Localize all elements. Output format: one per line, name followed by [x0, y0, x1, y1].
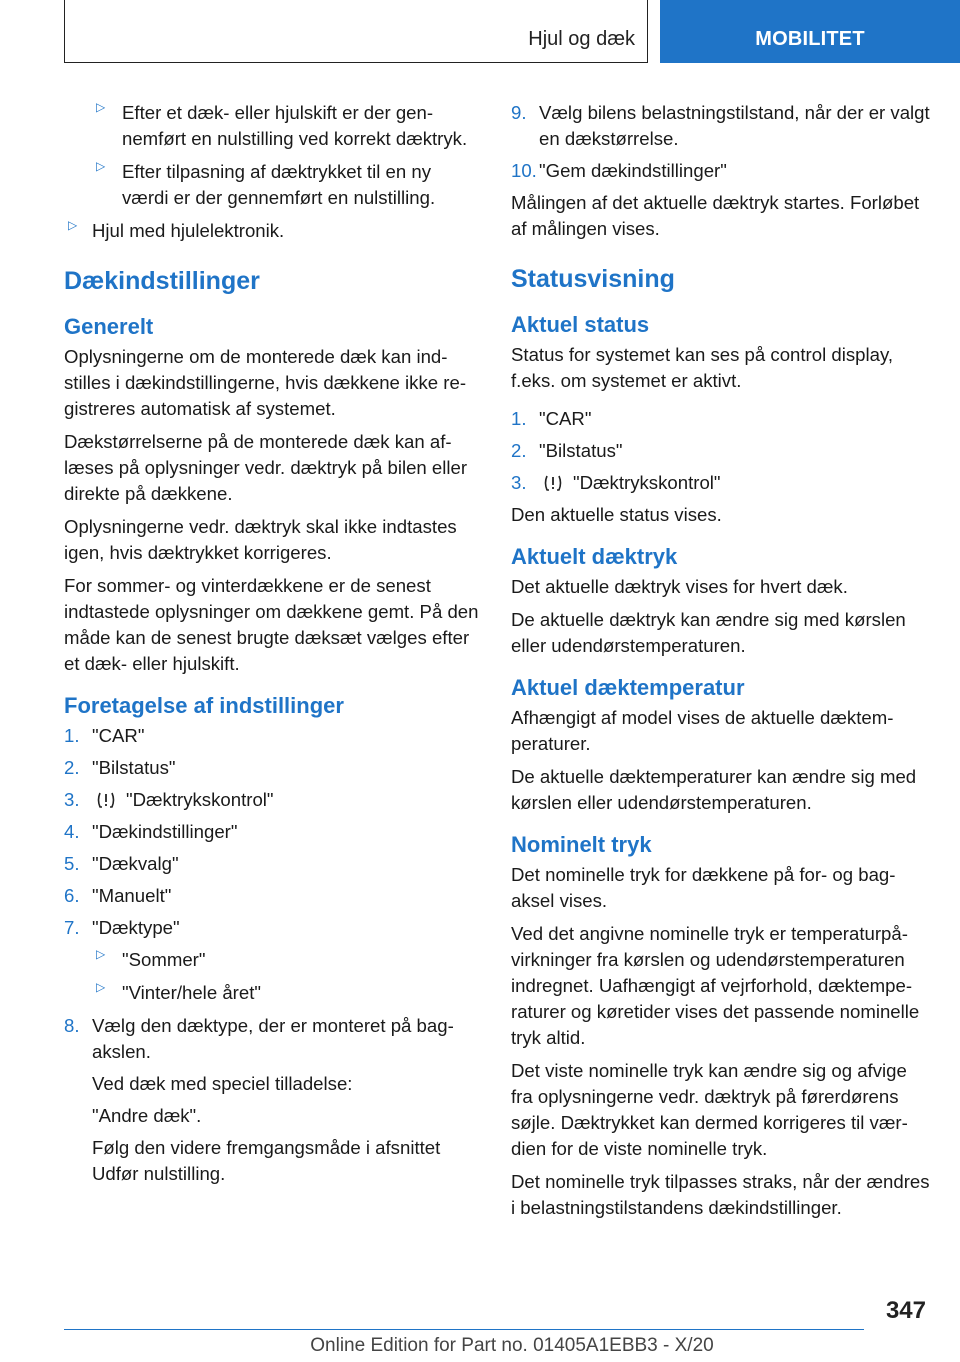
paragraph: Afhængigt af model vises de aktuelle dæktemperaturer.: [511, 707, 894, 754]
step-item: 1. "CAR": [64, 725, 145, 746]
step-item: 6. "Manuelt": [64, 885, 172, 906]
list-item: ▷ "Vinter/hele året": [96, 980, 261, 1003]
heading-aktuel-daektemperatur: Aktuel dæktemperatur: [511, 675, 745, 700]
paragraph: Oplysningerne om de monterede dæk kan indstilles i dækindstillingerne, hvis dækkene ikke registreres automatisk af systemet.: [64, 346, 467, 419]
paragraph: Dækstørrelserne på de monterede dæk kan aflæses på oplysninger vedr. dæktryk på bilen eller direkte på dækkene.: [64, 431, 468, 504]
tire-pressure-warning-icon: [96, 790, 116, 810]
paragraph: For sommer- og vinterdækkene er de senest indtastede oplysninger om dækkene gemt. På den måde kan de senest brugte dæksæt vælges efter et dæk- eller hjulskift.: [64, 575, 479, 674]
triangle-bullet-icon: ▷: [96, 159, 106, 173]
paragraph: De aktuelle dæktemperaturer kan ændre sig med kørslen eller udendørstemperaturen.: [511, 766, 917, 813]
tire-pressure-warning-icon: [543, 473, 563, 493]
heading-statusvisning: Statusvisning: [511, 265, 675, 293]
step-item: 5. "Dækvalg": [64, 853, 179, 874]
paragraph: Den aktuelle status vises.: [511, 504, 722, 525]
heading-daekindstillinger: Dækindstillinger: [64, 267, 260, 295]
paragraph: Status for systemet kan ses på control display, f.eks. om systemet er aktivt.: [511, 344, 894, 391]
heading-nominelt-tryk: Nominelt tryk: [511, 832, 652, 857]
paragraph: Det nominelle tryk tilpasses straks, når der ændres i belastningstilstandens dækindstillinger.: [511, 1171, 930, 1218]
step-item: 3. "Dæktrykskontrol": [64, 789, 274, 810]
paragraph: Det viste nominelle tryk kan ændre sig og afvige fra oplysningerne vedr. dæktryk på førerdørens søjle. Dæktrykket kan dermed korrigeres til værdien for de viste nominelle tryk.: [511, 1060, 908, 1159]
step-item: 10. "Gem dækindstillinger": [511, 160, 727, 181]
paragraph: Det aktuelle dæktryk vises for hvert dæk.: [511, 576, 848, 597]
paragraph: De aktuelle dæktryk kan ændre sig med kørslen eller udendørstemperaturen.: [511, 609, 906, 656]
paragraph: Det nominelle tryk for dækkene på for- og bagaksel vises.: [511, 864, 896, 911]
heading-aktuel-status: Aktuel status: [511, 312, 650, 337]
section-title: Hjul og dæk: [528, 28, 635, 50]
paragraph: Oplysningerne vedr. dæktryk skal ikke indtastes igen, hvis dæktrykket korrigeres.: [64, 516, 457, 563]
list-item: ▷ "Sommer": [96, 947, 206, 970]
heading-generelt: Generelt: [64, 314, 154, 339]
chapter-title: MOBILITET: [755, 28, 865, 50]
step-item: 2. "Bilstatus": [511, 440, 623, 461]
list-item: ▷ Efter et dæk- eller hjulskift er der gennemført en nulstilling ved korrekt dæktryk.: [96, 100, 468, 149]
heading-aktuelt-daektryk: Aktuelt dæktryk: [511, 544, 678, 569]
header-section-box: [64, 0, 648, 63]
chapter-tab[interactable]: [660, 0, 960, 63]
page-number: 347: [885, 1297, 926, 1324]
list-item: ▷ Hjul med hjulelektronik.: [68, 218, 285, 241]
footer-edition: Online Edition for Part no. 01405A1EBB3 - X/20: [310, 1335, 714, 1356]
triangle-bullet-icon: ▷: [96, 980, 106, 994]
paragraph: Ved det angivne nominelle tryk er temperaturpåvirkninger fra kørslen og udendørstemperaturen indregnet. Uafhængigt af vejrforhold, dæktemperaturer og køretider vises det passende nominelle tryk altid.: [511, 923, 920, 1048]
step-item: 4. "Dækindstillinger": [64, 821, 238, 842]
triangle-bullet-icon: ▷: [96, 100, 106, 114]
step-item: 9. Vælg bilens belastningstilstand, når der er valgt en dækstørrelse.: [511, 102, 930, 149]
step-item: 2. "Bilstatus": [64, 757, 176, 778]
step-item: 7. "Dæktype": [64, 917, 180, 938]
triangle-bullet-icon: ▷: [96, 947, 106, 961]
right-column: [511, 100, 931, 1228]
left-column: [64, 100, 482, 1193]
step-item: 1. "CAR": [511, 408, 592, 429]
triangle-bullet-icon: ▷: [68, 218, 78, 232]
paragraph: Målingen af det aktuelle dæktryk startes. Forløbet af målingen vises.: [511, 192, 920, 239]
step-item: 3. "Dæktrykskontrol": [511, 472, 721, 493]
step-item: 8. Vælg den dæktype, der er monteret på bagakslen. Ved dæk med speciel tilladelse: "Andre dæk". Følg den videre fremgangsmåde i afsnittet Udfør nulstilling.: [64, 1015, 454, 1184]
heading-foretagelse: Foretagelse af indstillinger: [64, 693, 344, 718]
list-item: ▷ Efter tilpasning af dæktrykket til en ny værdi er der gennemført en nulstilling.: [96, 159, 436, 208]
footer-divider: [64, 1329, 864, 1330]
